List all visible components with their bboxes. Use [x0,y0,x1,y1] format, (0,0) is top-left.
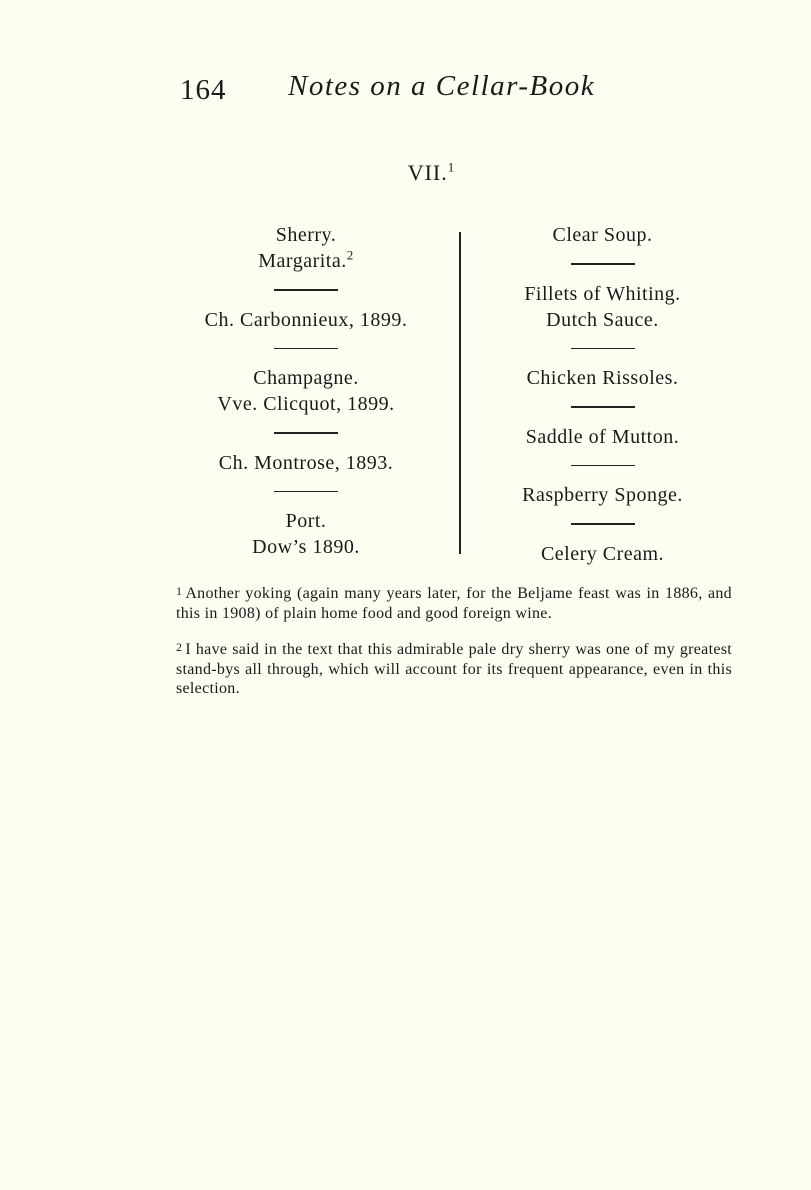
wine-item-montrose [160,450,452,476]
separator-rule [571,523,635,525]
footnote-1 [176,582,732,623]
wine-line: Vve. Clicquot, 1899. [217,393,395,415]
wine-line: Port. [285,510,327,532]
wine-item-sherry [160,222,452,274]
wine-line [160,248,452,274]
wine-item-champagne [160,365,452,417]
section-title [0,160,811,186]
separator-rule [571,406,635,408]
footnote-mark: 1 [176,584,183,598]
footnote-2 [176,638,732,699]
dish-item-mutton [465,424,740,450]
separator-rule [274,432,338,434]
dish-item-soup [465,222,740,248]
wine-line: Ch. Montrose, 1893. [218,451,394,474]
separator-rule [571,465,635,467]
footnote-text: I have said in the text that this admirable pale dry sherry was one of my greatest stand-bys all through, which will account for its frequent appearance, even in this selection. [176,641,732,697]
separator-rule [571,263,635,265]
separator-rule [571,348,635,350]
dish-line: Dutch Sauce. [546,308,659,331]
dish-item-whiting [465,281,740,333]
wine-line: Dow’s 1890. [252,536,360,558]
wine-line: Ch. Carbonnieux, 1899. [204,308,408,331]
dish-line: Saddle of Mutton. [525,425,680,448]
page-number: 164 [180,74,227,106]
wine-line-text: Margarita. [258,250,347,272]
dish-line: Clear Soup. [552,224,653,246]
dish-line: Chicken Rissoles. [526,367,679,389]
wine-line: Sherry. [275,224,337,246]
dish-item-sponge [465,482,740,508]
section-title-text: VII. [407,160,448,185]
wine-item-carbonnieux [160,307,452,333]
separator-rule [274,289,338,291]
running-title: Notes on a Cellar-Book [288,70,596,102]
separator-rule [274,348,338,350]
dish-line: Fillets of Whiting. [524,282,681,305]
footnote-ref-1: 1 [447,159,456,175]
dish-item-rissoles [465,365,740,391]
separator-rule [274,491,338,493]
menu [160,222,740,567]
wine-item-port [160,508,452,560]
page-header [180,66,740,110]
dish-line: Celery Cream. [540,542,665,565]
column-divider [459,232,461,554]
wine-list [160,222,452,560]
footnotes [176,582,732,714]
dish-line: Raspberry Sponge. [522,484,683,506]
dish-item-celery [465,541,740,567]
footnote-ref-2: 2 [346,247,354,263]
wine-line: Champagne. [253,367,359,389]
footnote-text: Another yoking (again many years later, for the Beljame feast was in 1886, and this in 1908) of plain home food and good foreign wine. [176,585,732,622]
footnote-mark: 2 [176,640,183,654]
dish-list [465,222,740,567]
